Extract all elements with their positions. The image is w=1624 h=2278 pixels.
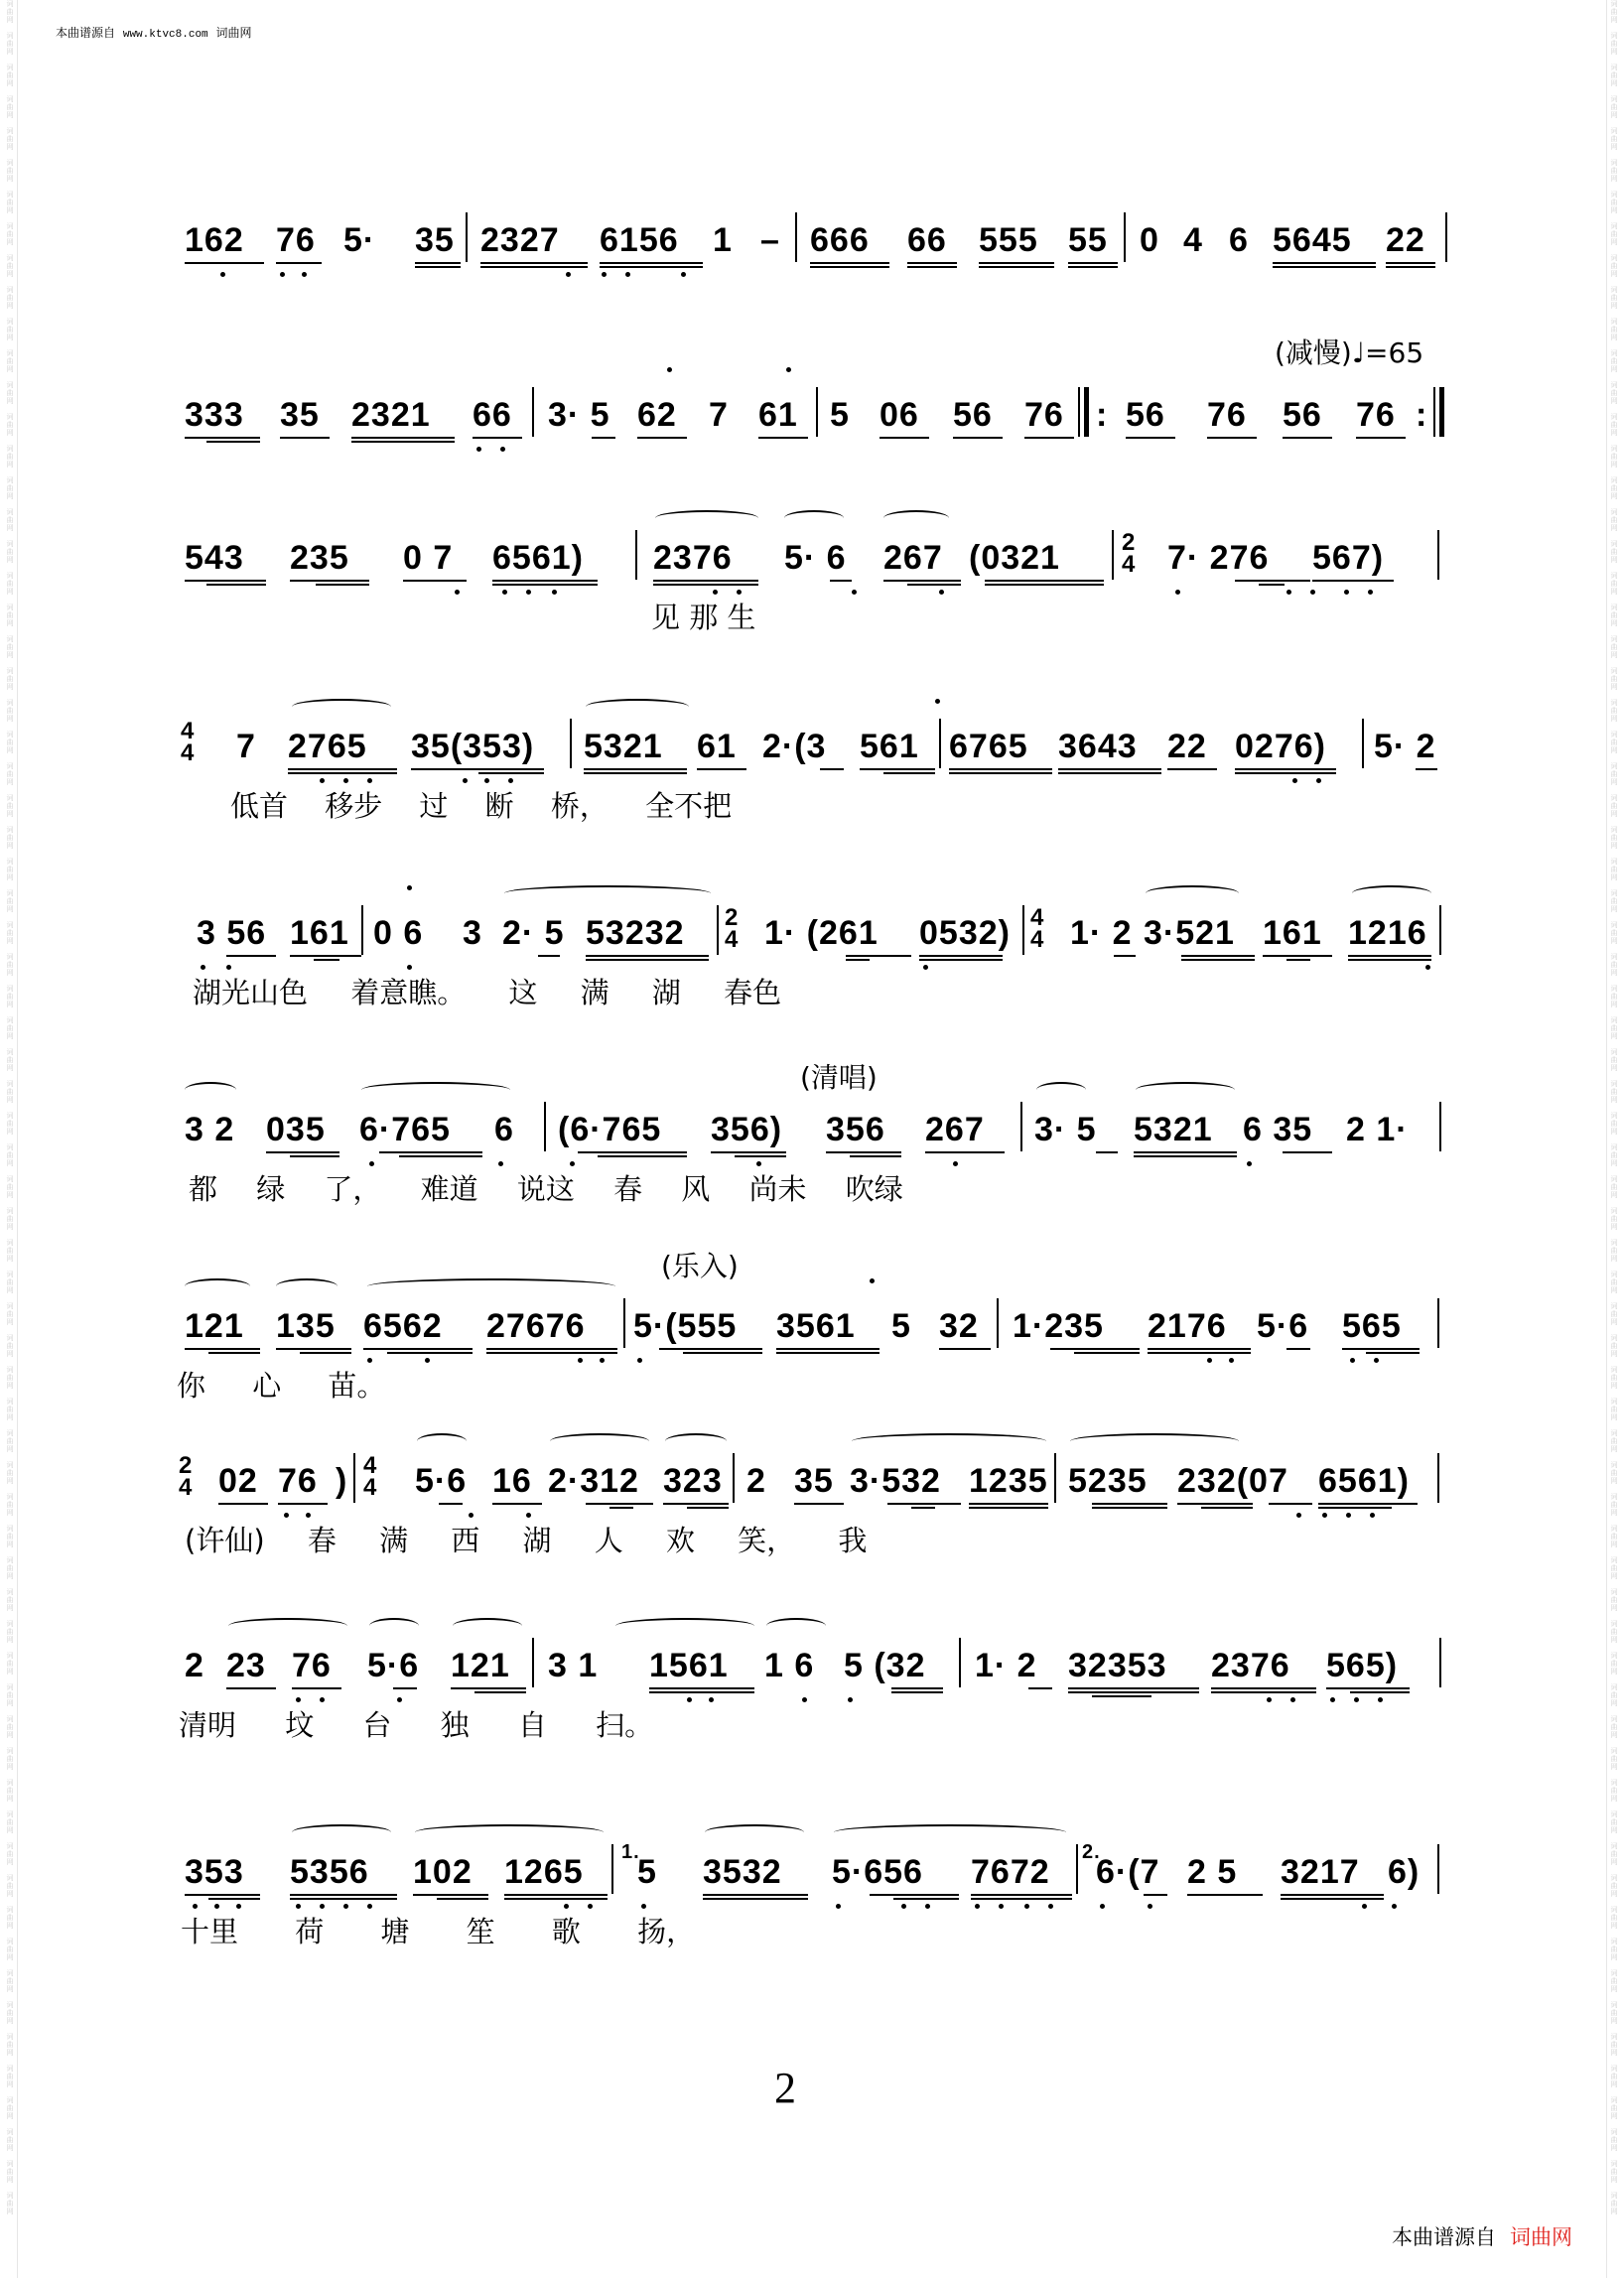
barline: [1124, 212, 1126, 262]
note-group: 3 2: [185, 1111, 235, 1148]
note-group: 56: [1283, 396, 1322, 434]
note-group: 02: [218, 1462, 258, 1500]
barline: [1439, 1102, 1441, 1151]
barline: [816, 387, 818, 437]
system-1-notes: [185, 199, 1455, 268]
note-group: 3·532: [850, 1462, 941, 1500]
note-group: (6·765: [558, 1111, 662, 1148]
barline: [570, 719, 572, 768]
note-group: 356: [826, 1111, 885, 1148]
note-group: 561: [860, 728, 919, 765]
note-group: 35: [794, 1462, 834, 1500]
lyrics-line: 见 那 生: [651, 601, 756, 634]
note-group: 5·(555: [633, 1307, 738, 1345]
note-group: 1 6: [764, 1647, 815, 1684]
header-name: 词曲网: [215, 26, 252, 40]
note-group: 5· 2: [1374, 728, 1436, 765]
note-group: 61: [758, 396, 798, 434]
system-2-notes: [185, 373, 1455, 443]
note-group: 6): [1388, 1853, 1421, 1891]
note-group: 6765: [949, 728, 1028, 765]
note-group: 76: [278, 1462, 318, 1500]
time-signature: 2 4: [1122, 529, 1137, 578]
lyrics-line: 低首 移步 过 断 桥， 全不把: [230, 789, 733, 823]
note-group: 06: [880, 396, 919, 434]
barline: [611, 1844, 613, 1894]
note-group: 2: [746, 1462, 766, 1500]
note-group: 2321: [351, 396, 431, 434]
system-9-notes: [185, 1624, 1455, 1693]
note-group: 1·235: [1013, 1307, 1104, 1345]
note-group: 62: [637, 396, 677, 434]
note-group: 2765: [288, 728, 367, 765]
note-group: 5645: [1273, 221, 1352, 259]
note-group: 1: [713, 221, 733, 259]
barline: [1437, 1298, 1439, 1348]
barline: [466, 212, 468, 262]
note-group: 0276): [1235, 728, 1326, 765]
barline: [1439, 905, 1441, 955]
note-group: 32: [939, 1307, 979, 1345]
barline: [733, 1453, 735, 1503]
note-group: :: [1096, 396, 1109, 434]
note-group: 7: [709, 396, 729, 434]
performance-annotation: (清唱): [800, 1061, 878, 1094]
note-group: 2· 5: [502, 914, 565, 952]
page-number: 2: [774, 2064, 796, 2112]
system-8-notes: [179, 1439, 1455, 1509]
header-site: www.ktvc8.com: [122, 29, 208, 41]
right-watermark-strip: 词 曲 网 词 曲 网 词 曲 网 词 曲 网 词 曲 网 词 曲 网 词 曲 网 词 曲 网 词 曲 网 词 曲 网 词 曲 网 词 曲 网 词 曲 网 词 曲 网 词 曲 网 词 曲 网 词 曲 网 词 曲 网 词 曲 网 词 曲 网 词 曲 网 词 曲 网 词 曲 网 词 曲 网 词 曲 网 词 曲 网 词 曲 网 词 曲 网 词 曲 网 词 曲 网 词 曲 网 词 曲 网 词 曲 网 词 曲 网 词 曲 网 词 曲 网 词 曲 网 词 曲 网 词 曲 网 词 曲 网 词 曲 网 词 曲 网 词 曲 网 词 曲 网 词 曲 网 词 曲 网 词 曲 网 词 曲 网 词 曲 网 词 曲 网 词 曲 网 词 曲 网 词 曲 网 词 曲 网 词 曲 网 词 曲 网 词 曲 网 词 曲 网 词 曲 网 词 曲 网 词 曲 网 词 曲 网 词 曲 网 词 曲 网 词 曲 网 词 曲 网 词 曲 网 词 曲 网 词 曲 网 词 曲 网: [1606, 0, 1621, 2278]
tempo-annotation: (减慢)♩=65: [1275, 336, 1424, 369]
note-group: :: [1416, 396, 1428, 434]
note-group: 5·6: [1257, 1307, 1309, 1345]
note-group: 356): [711, 1111, 783, 1148]
note-group: 2376: [653, 539, 733, 577]
note-group: 3532: [703, 1853, 782, 1891]
note-group: 53232: [586, 914, 685, 952]
note-group: 565): [1326, 1647, 1399, 1684]
barline: [1078, 387, 1080, 437]
note-group: 1216: [1348, 914, 1427, 952]
note-group: 66: [473, 396, 512, 434]
barline: [1437, 1844, 1439, 1894]
barline: [1445, 212, 1447, 262]
note-group: 2176: [1148, 1307, 1227, 1345]
barline: [717, 905, 719, 955]
note-group: 5: [891, 1307, 911, 1345]
note-group: 3: [463, 914, 482, 952]
note-group: 5·6: [415, 1462, 468, 1500]
note-group: 1235: [969, 1462, 1048, 1500]
note-group: 565: [1342, 1307, 1402, 1345]
note-group: 232(07: [1177, 1462, 1288, 1500]
lyrics-line: 清明 坟 台 独 自 扫。: [179, 1708, 654, 1742]
note-group: 3· 5: [548, 396, 610, 434]
note-group: 3· 5: [1034, 1111, 1097, 1148]
note-group: 6561): [492, 539, 584, 577]
note-group: 6: [1229, 221, 1249, 259]
note-group: 0532): [919, 914, 1011, 952]
note-group: 76: [292, 1647, 332, 1684]
system-5-notes: [185, 891, 1455, 961]
note-group: 161: [1263, 914, 1322, 952]
left-watermark-strip: 词 曲 网 词 曲 网 词 曲 网 词 曲 网 词 曲 网 词 曲 网 词 曲 网 词 曲 网 词 曲 网 词 曲 网 词 曲 网 词 曲 网 词 曲 网 词 曲 网 词 曲 网 词 曲 网 词 曲 网 词 曲 网 词 曲 网 词 曲 网 词 曲 网 词 曲 网 词 曲 网 词 曲 网 词 曲 网 词 曲 网 词 曲 网 词 曲 网 词 曲 网 词 曲 网 词 曲 网 词 曲 网 词 曲 网 词 曲 网 词 曲 网 词 曲 网 词 曲 网 词 曲 网 词 曲 网 词 曲 网 词 曲 网 词 曲 网 词 曲 网 词 曲 网 词 曲 网 词 曲 网 词 曲 网 词 曲 网 词 曲 网 词 曲 网 词 曲 网 词 曲 网 词 曲 网 词 曲 网 词 曲 网 词 曲 网 词 曲 网 词 曲 网 词 曲 网 词 曲 网 词 曲 网 词 曲 网 词 曲 网 词 曲 网 词 曲 网 词 曲 网 词 曲 网 词 曲 网 词 曲 网 词 曲 网: [3, 0, 18, 2278]
barline: [353, 1453, 355, 1503]
note-group: 5: [830, 396, 850, 434]
note-group: 2·312: [548, 1462, 639, 1500]
note-group: 35(353): [411, 728, 535, 765]
note-group: 5· 6: [784, 539, 847, 577]
note-group: 0 6: [373, 914, 424, 952]
repeat-end: [1439, 387, 1444, 437]
note-group: (0321: [969, 539, 1060, 577]
note-group: 6·765: [359, 1111, 451, 1148]
barline: [1112, 530, 1114, 580]
note-group: 2: [185, 1647, 204, 1684]
note-group: 61: [697, 728, 737, 765]
note-group: 23: [226, 1647, 266, 1684]
note-group: 5·: [343, 221, 376, 259]
note-group: 3 1: [548, 1647, 599, 1684]
barline: [1054, 1453, 1056, 1503]
note-group: 2376: [1211, 1647, 1290, 1684]
note-group: 2 1·: [1346, 1111, 1409, 1148]
note-group: 6 35: [1243, 1111, 1313, 1148]
note-group: 7672: [971, 1853, 1050, 1891]
note-group: 353: [185, 1853, 244, 1891]
note-group: 102: [413, 1853, 473, 1891]
note-group: 22: [1167, 728, 1207, 765]
system-6-notes: [185, 1088, 1455, 1157]
note-group: 22: [1386, 221, 1425, 259]
volta-2: 2.: [1082, 1841, 1101, 1863]
note-group: 35: [280, 396, 320, 434]
barline: [1439, 1638, 1441, 1687]
barline: [635, 530, 637, 580]
time-signature: 2 4: [725, 904, 740, 953]
repeat-start: [1084, 387, 1089, 437]
barline: [795, 212, 797, 262]
note-group: 121: [185, 1307, 244, 1345]
note-group: 1· 2: [1070, 914, 1133, 952]
note-group: 235: [290, 539, 349, 577]
system-3-notes: [185, 516, 1455, 586]
note-group: 333: [185, 396, 244, 434]
barline: [1362, 719, 1364, 768]
note-group: 3 56: [197, 914, 267, 952]
lyrics-line: 湖光山色 着意瞧。 这 满 湖 春色: [193, 976, 782, 1009]
note-group: 121: [451, 1647, 510, 1684]
note-group: 161: [290, 914, 349, 952]
note-group: 1· 2: [975, 1647, 1037, 1684]
note-group: 5: [637, 1853, 657, 1891]
footer-source: 本曲谱源自: [1392, 2225, 1496, 2249]
lyrics-line: 都 绿 了， 难道 说这 春 风 尚未 吹绿: [189, 1172, 903, 1206]
time-signature: 4 4: [363, 1452, 378, 1501]
note-group: 76: [1207, 396, 1247, 434]
note-group: 1561: [649, 1647, 729, 1684]
note-group: 5356: [290, 1853, 369, 1891]
note-group: 76: [276, 221, 316, 259]
barline: [1433, 387, 1435, 437]
note-group: 56: [953, 396, 993, 434]
barline: [997, 1298, 999, 1348]
note-group: 3·521: [1144, 914, 1235, 952]
note-group: 7· 276: [1167, 539, 1270, 577]
system-4-notes: [181, 705, 1455, 774]
note-group: 6156: [600, 221, 679, 259]
note-group: 27676: [486, 1307, 586, 1345]
barline: [1437, 1453, 1439, 1503]
note-group: 2·(3: [762, 728, 827, 765]
barline: [532, 1638, 534, 1687]
barline: [361, 905, 363, 955]
note-group: 135: [276, 1307, 336, 1345]
lyrics-line: 十里 荷 塘 笙 歌 扬，: [181, 1915, 696, 1948]
note-group: 5·6: [367, 1647, 420, 1684]
note-group: 56: [1126, 396, 1165, 434]
note-group: 1265: [504, 1853, 584, 1891]
note-group: 1· (261: [764, 914, 879, 952]
time-signature: 4 4: [1030, 904, 1045, 953]
note-group: 66: [907, 221, 947, 259]
note-group: 0: [1140, 221, 1159, 259]
time-signature: 4 4: [181, 718, 196, 766]
note-group: 35: [415, 221, 455, 259]
barline: [623, 1298, 625, 1348]
note-group: 7: [236, 728, 256, 765]
barline: [1022, 905, 1024, 955]
footer-site-link[interactable]: 词曲网: [1510, 2225, 1572, 2249]
note-group: 5·656: [832, 1853, 923, 1891]
note-group: 3561: [776, 1307, 856, 1345]
note-group: 5 (32: [844, 1647, 926, 1684]
note-group: 267: [925, 1111, 985, 1148]
note-group: 5235: [1068, 1462, 1148, 1500]
note-group: 3643: [1058, 728, 1138, 765]
page-footer: [1392, 2221, 1572, 2251]
system-7-notes: [185, 1284, 1455, 1354]
note-group: 162: [185, 221, 244, 259]
note-group: 76: [1024, 396, 1064, 434]
note-group: 55: [1068, 221, 1108, 259]
header-brand: 本曲谱源自: [56, 26, 116, 40]
note-group: 035: [266, 1111, 326, 1148]
note-group: ): [336, 1462, 348, 1500]
note-group: 543: [185, 539, 244, 577]
lyrics-line: (许仙) 春 满 西 湖 人 欢 笑， 我: [185, 1524, 868, 1557]
lyrics-line: 你 心 苗。: [177, 1369, 386, 1403]
note-group: 2 5: [1187, 1853, 1238, 1891]
performance-annotation: (乐入): [661, 1250, 739, 1282]
system-10-notes: [185, 1830, 1455, 1900]
note-group: 267: [883, 539, 943, 577]
note-group: 5321: [584, 728, 663, 765]
note-group: –: [760, 221, 780, 259]
note-group: 555: [979, 221, 1038, 259]
barline: [532, 387, 534, 437]
note-group: 6562: [363, 1307, 443, 1345]
barline: [544, 1102, 546, 1151]
note-group: 5321: [1134, 1111, 1213, 1148]
note-group: 3217: [1281, 1853, 1360, 1891]
note-group: 666: [810, 221, 870, 259]
barline: [1437, 530, 1439, 580]
barline: [1020, 1102, 1022, 1151]
barline: [939, 719, 941, 768]
note-group: 323: [663, 1462, 723, 1500]
note-group: 4: [1183, 221, 1203, 259]
note-group: 0 7: [403, 539, 454, 577]
note-group: 2327: [480, 221, 560, 259]
note-group: 76: [1356, 396, 1396, 434]
note-group: 567): [1312, 539, 1385, 577]
volta-1: 1.: [621, 1841, 640, 1863]
note-group: 32353: [1068, 1647, 1167, 1684]
time-signature: 2 4: [179, 1452, 194, 1501]
note-group: 6·(7: [1096, 1853, 1160, 1891]
note-group: 16: [492, 1462, 532, 1500]
barline: [959, 1638, 961, 1687]
note-group: 6561): [1318, 1462, 1410, 1500]
page-header: [56, 24, 252, 41]
barline: [1076, 1844, 1078, 1894]
note-group: 6: [494, 1111, 514, 1148]
